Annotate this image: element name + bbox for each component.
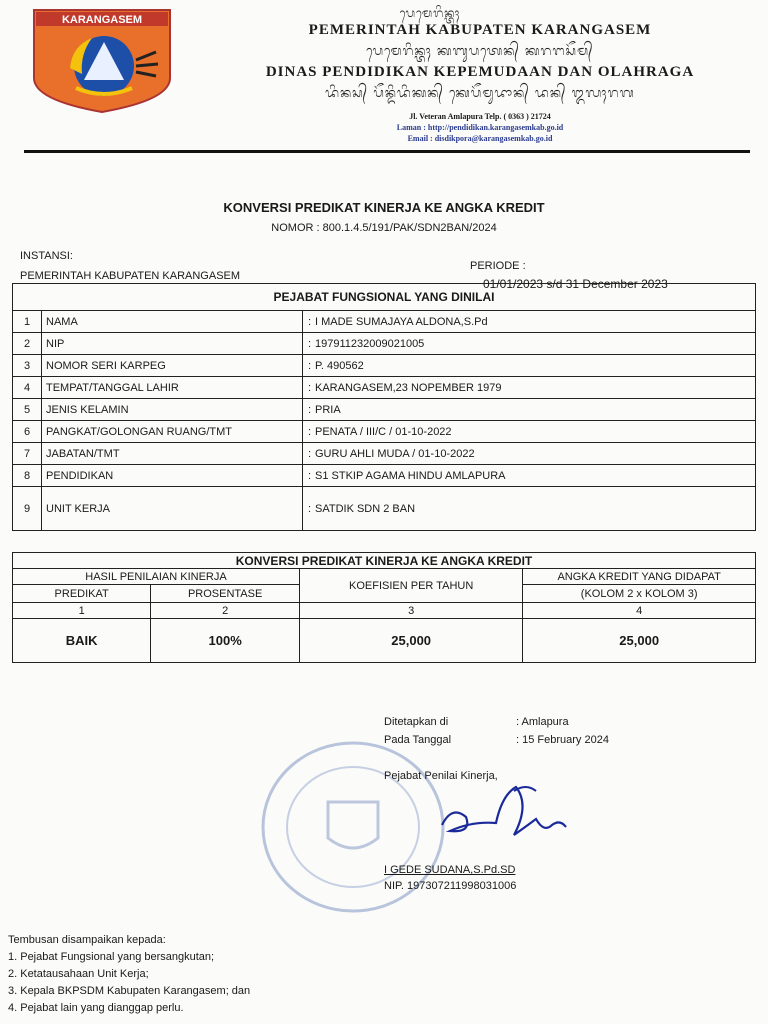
- address: Jl. Veteran Amlapura Telp. ( 0363 ) 21724: [409, 112, 551, 121]
- row-label: NAMA: [42, 311, 303, 333]
- column-number: 4: [523, 603, 756, 619]
- document-number: NOMOR : 800.1.4.5/191/PAK/SDN2BAN/2024: [271, 222, 497, 234]
- row-number: 5: [13, 399, 42, 421]
- script-department: ᬤᬶᬦᬲ᭄ ᬧᭂᬦ᭄ᬤᬶᬤᬶᬓᬦ᭄ ᬓᬾᬧᭂᬫᬸᬤᬵᬦ᭄ ᬤᬦ᭄ ᬑᬮᬄᬭᬕ: [325, 86, 635, 101]
- row-number: 3: [13, 355, 42, 377]
- conversion-table-header: KONVERSI PREDIKAT KINERJA KE ANGKA KREDIT: [13, 553, 756, 569]
- angka-kredit-sub: (KOLOM 2 x KOLOM 3): [523, 585, 756, 603]
- row-value: KARANGASEM,23 NOPEMBER 1979: [311, 377, 756, 399]
- row-separator: :: [303, 377, 312, 399]
- tembusan-item: 3. Kepala BKPSDM Kabupaten Karangasem; dan: [8, 985, 251, 997]
- row-separator: :: [303, 421, 312, 443]
- email: Email : disdikpora@karangasemkab.go.id: [407, 134, 553, 143]
- koefisien-label: KOEFISIEN PER TAHUN: [299, 569, 522, 603]
- row-label: PANGKAT/GOLONGAN RUANG/TMT: [42, 421, 303, 443]
- row-separator: :: [303, 311, 312, 333]
- signer-role: Pejabat Penilai Kinerja,: [384, 770, 498, 782]
- predikat-value: BAIK: [13, 619, 151, 663]
- ditetapkan-label: Ditetapkan di: [384, 716, 449, 728]
- hasil-label: HASIL PENILAIAN KINERJA: [13, 569, 300, 585]
- signature-mark: [432, 775, 572, 865]
- table-row: [13, 487, 756, 531]
- table-row: [13, 399, 756, 421]
- signer-name: I GEDE SUDANA,S.Pd.SD: [384, 864, 516, 876]
- signer-nip: NIP. 197307211998031006: [384, 880, 517, 892]
- table-row: [13, 311, 756, 333]
- column-number: 2: [151, 603, 300, 619]
- website: Laman : http://pendidikan.karangasemkab.go.id: [396, 123, 564, 132]
- angka-kredit-value: 25,000: [523, 619, 756, 663]
- row-value: P. 490562: [311, 355, 756, 377]
- row-label: JENIS KELAMIN: [42, 399, 303, 421]
- instansi-value: PEMERINTAH KABUPATEN KARANGASEM: [20, 270, 241, 282]
- karangasem-logo: [32, 8, 172, 114]
- row-number: 8: [13, 465, 42, 487]
- row-number: 2: [13, 333, 42, 355]
- table-row: [13, 333, 756, 355]
- tanggal-value: : 15 February 2024: [516, 734, 609, 746]
- script-top: ᬧᬾᬫᬾᬭᬶᬦ᭄ᬢᬄ: [399, 6, 461, 20]
- row-value: I MADE SUMAJAYA ALDONA,S.Pd: [311, 311, 756, 333]
- row-label: PENDIDIKAN: [42, 465, 303, 487]
- row-number: 7: [13, 443, 42, 465]
- row-label: UNIT KERJA: [42, 487, 303, 531]
- row-label: TEMPAT/TANGGAL LAHIR: [42, 377, 303, 399]
- tanggal-label: Pada Tanggal: [384, 734, 452, 746]
- predikat-label: PREDIKAT: [13, 585, 151, 603]
- letterhead-rule: [24, 150, 750, 153]
- table-row: [13, 355, 756, 377]
- row-separator: :: [303, 465, 312, 487]
- angka-kredit-label: ANGKA KREDIT YANG DIDAPAT: [523, 569, 756, 585]
- instansi-label: INSTANSI:: [20, 250, 73, 262]
- government-name: PEMERINTAH KABUPATEN KARANGASEM: [308, 22, 652, 38]
- row-value: PRIA: [311, 399, 756, 421]
- periode-label: PERIODE :: [470, 260, 526, 272]
- table-row: [13, 377, 756, 399]
- periode-value: 01/01/2023 s/d 31 December 2023: [483, 277, 668, 291]
- tembusan-item: 2. Ketatausahaan Unit Kerja;: [8, 968, 149, 980]
- official-table-header: PEJABAT FUNGSIONAL YANG DINILAI: [13, 284, 756, 311]
- column-number: 1: [13, 603, 151, 619]
- department-name: DINAS PENDIDIKAN KEPEMUDAAN DAN OLAHRAGA: [265, 64, 695, 80]
- document-title: KONVERSI PREDIKAT KINERJA KE ANGKA KREDIT: [223, 200, 545, 215]
- row-label: NIP: [42, 333, 303, 355]
- row-number: 9: [13, 487, 42, 531]
- row-separator: :: [303, 355, 312, 377]
- table-row: [13, 421, 756, 443]
- koefisien-value: 25,000: [299, 619, 522, 663]
- row-value: PENATA / III/C / 01-10-2022: [311, 421, 756, 443]
- row-separator: :: [303, 399, 312, 421]
- row-value: SATDIK SDN 2 BAN: [311, 487, 756, 531]
- table-row: [13, 443, 756, 465]
- row-label: JABATAN/TMT: [42, 443, 303, 465]
- row-value: GURU AHLI MUDA / 01-10-2022: [311, 443, 756, 465]
- row-number: 1: [13, 311, 42, 333]
- row-separator: :: [303, 443, 312, 465]
- conversion-table: [12, 552, 756, 663]
- tembusan-item: 4. Pejabat lain yang dianggap perlu.: [8, 1002, 184, 1014]
- row-number: 4: [13, 377, 42, 399]
- row-separator: :: [303, 487, 312, 531]
- script-government: ᬧᬾᬫᬾᬭᬶᬦ᭄ᬢᬄ ᬓᬩᬸᬧᬢᬾᬦ᭄ ᬓᬭᬗᬲᭂᬫ᭄: [366, 44, 594, 59]
- column-number: 3: [299, 603, 522, 619]
- prosentase-value: 100%: [151, 619, 300, 663]
- row-value: 197911232009021005: [311, 333, 756, 355]
- row-number: 6: [13, 421, 42, 443]
- tembusan-item: 1. Pejabat Fungsional yang bersangkutan;: [8, 951, 215, 963]
- logo-text: KARANGASEM: [61, 14, 143, 26]
- row-label: NOMOR SERI KARPEG: [42, 355, 303, 377]
- official-table: [12, 283, 756, 531]
- tembusan-title: Tembusan disampaikan kepada:: [8, 934, 166, 946]
- ditetapkan-value: : Amlapura: [516, 716, 569, 728]
- table-row: [13, 465, 756, 487]
- row-value: S1 STKIP AGAMA HINDU AMLAPURA: [311, 465, 756, 487]
- prosentase-label: PROSENTASE: [151, 585, 300, 603]
- row-separator: :: [303, 333, 312, 355]
